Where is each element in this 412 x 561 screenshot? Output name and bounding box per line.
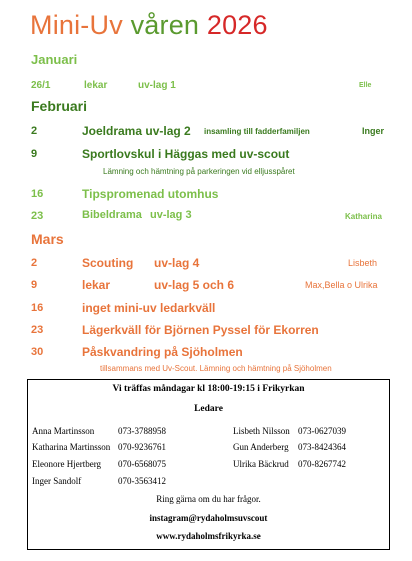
leader-name: Inger Sandolf — [32, 476, 82, 486]
event-extra: insamling till fadderfamiljen — [204, 127, 310, 136]
event-leader: Lisbeth — [348, 258, 378, 268]
month-heading-march: Mars — [31, 231, 64, 247]
title-part-varen: våren — [122, 10, 200, 40]
leader-name: Eleonore Hjertberg — [32, 459, 102, 469]
leader-phone: 070-3563412 — [118, 476, 166, 486]
event-group: uv-lag 5 och 6 — [154, 278, 235, 292]
event-activity: Påskvandring på Sjöholmen — [82, 345, 243, 359]
event-activity: inget mini-uv ledarkväll — [82, 301, 216, 315]
event-date: 9 — [31, 279, 38, 291]
event-activity: lekar — [82, 278, 111, 292]
leader-name: Lisbeth Nilsson — [233, 426, 290, 436]
event-group: uv-lag 4 — [154, 256, 200, 270]
event-group: uv-lag 1 — [138, 80, 176, 91]
leader-phone: 070-8267742 — [298, 459, 346, 469]
meeting-time-text: Vi träffas måndagar kl 18:00-19:15 i Frikyrkan — [112, 384, 305, 394]
instagram-handle: instagram@rydaholmsuvscout — [149, 513, 268, 523]
event-date: 16 — [31, 302, 44, 314]
call-us-text: Ring gärna om du har frågor. — [156, 494, 261, 504]
leader-phone: 073-0627039 — [298, 426, 346, 436]
event-activity: Tipspromenad utomhus — [82, 187, 219, 201]
event-leader: Inger — [362, 126, 385, 136]
leader-phone: 073-3788958 — [118, 426, 166, 436]
event-date: 30 — [31, 346, 44, 358]
event-group: uv-lag 3 — [150, 209, 192, 221]
leader-name: Ulrika Bäckrud — [233, 459, 289, 469]
month-heading-january: Januari — [31, 52, 78, 67]
event-date: 2 — [31, 257, 38, 269]
event-date: 23 — [31, 210, 44, 222]
leader-phone: 073-8424364 — [298, 442, 346, 452]
page-title — [30, 10, 268, 41]
event-date: 26/1 — [31, 80, 51, 91]
leader-name: Gun Anderberg — [233, 442, 289, 452]
event-activity: lekar — [84, 80, 108, 91]
event-note: Lämning och hämtning på parkeringen vid elljusspåret — [103, 167, 295, 176]
leader-phone: 070-6568075 — [118, 459, 166, 469]
leader-phone: 070-9236761 — [118, 442, 166, 452]
event-activity: Scouting — [82, 256, 134, 270]
title-part-mini-uv: Mini-Uv — [30, 10, 123, 40]
event-date: 16 — [31, 188, 44, 200]
event-date: 2 — [31, 125, 38, 137]
event-activity: Bibeldrama — [82, 209, 142, 221]
leaders-heading: Ledare — [194, 404, 223, 414]
event-leader: Elle — [359, 82, 372, 89]
event-activity: Joeldrama uv-lag 2 — [82, 124, 191, 138]
event-activity: Lägerkväll för Björnen Pyssel för Ekorren — [82, 323, 319, 337]
leader-name: Katharina Martinsson — [32, 442, 111, 452]
info-box — [27, 379, 390, 550]
event-note: tillsammans med Uv-Scout. Lämning och hämtning på Sjöholmen — [100, 364, 332, 373]
event-leader: Katharina — [345, 212, 382, 221]
event-date: 9 — [31, 148, 38, 160]
event-leader: Max,Bella o Ulrika — [305, 280, 378, 290]
event-date: 23 — [31, 324, 44, 336]
website-link[interactable]: www.rydaholmsfrikyrka.se — [156, 531, 261, 541]
month-heading-february: Februari — [31, 98, 88, 114]
event-activity: Sportlovskul i Häggas med uv-scout — [82, 147, 290, 161]
leader-name: Anna Martinsson — [32, 426, 95, 436]
title-part-year: 2026 — [199, 10, 268, 40]
